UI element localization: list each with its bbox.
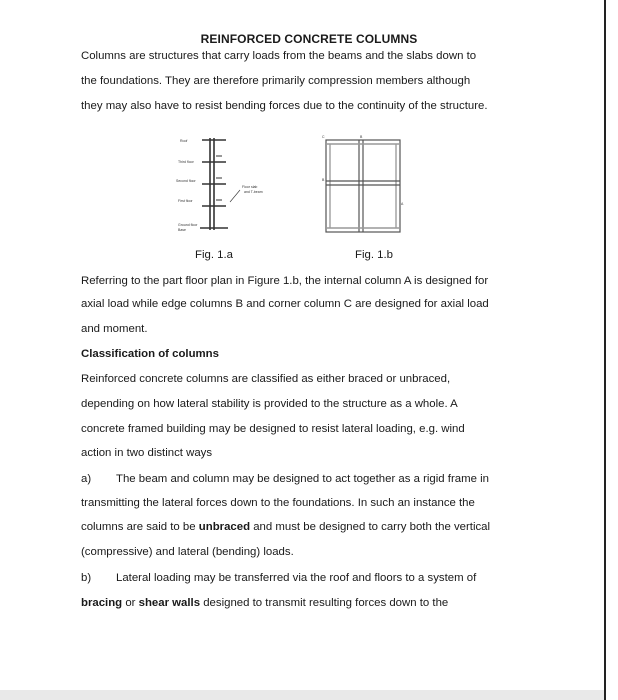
item-a-l3-pre: columns are said to be xyxy=(81,521,199,533)
intro-line-2: the foundations. They are therefore primarily compression members although xyxy=(81,75,471,87)
intro-line-1: Columns are structures that carry loads from the beams and the slabs down to xyxy=(81,50,477,62)
label-base: Base xyxy=(178,228,186,232)
para2-line-3: concrete framed building may be designed to resist lateral loading, e.g. wind xyxy=(81,423,465,435)
label-second-floor: Second floor xyxy=(176,179,196,183)
item-b-l2-mid: or xyxy=(122,597,139,609)
label-roof: Roof xyxy=(180,139,188,143)
para1-line-1: Referring to the part floor plan in Figure 1.b, the internal column A is designed for xyxy=(81,275,489,287)
term-shear-walls: shear walls xyxy=(138,597,201,609)
label-column-c: C xyxy=(322,135,325,139)
term-unbraced: unbraced xyxy=(198,521,251,533)
bottom-edge-frame xyxy=(0,690,604,700)
para2-line-4: action in two distinct ways xyxy=(81,447,213,459)
term-bracing: bracing xyxy=(81,597,123,609)
item-b-line-2 xyxy=(81,597,448,609)
item-a-line-2: transmitting the lateral forces down to the foundations. In such an instance the xyxy=(81,497,475,509)
label-column-b: B xyxy=(360,135,363,139)
item-a-line-3 xyxy=(81,521,490,533)
figure-1a-elevation xyxy=(200,138,240,230)
label-ground-floor: Ground floor xyxy=(178,223,198,227)
item-a-line-1 xyxy=(81,473,489,485)
label-column-b-side: B xyxy=(322,178,325,182)
right-edge-frame xyxy=(604,0,618,700)
intro-line-3: they may also have to resist bending forces due to the continuity of the structure. xyxy=(81,100,488,112)
section-heading: Classification of columns xyxy=(81,348,219,360)
item-b-l2-post: designed to transmit resulting forces down to the xyxy=(200,597,449,609)
item-a-l3-post: and must be designed to carry both the vertical xyxy=(250,521,491,533)
label-first-floor: First floor xyxy=(178,199,193,203)
item-a-marker: a) xyxy=(81,473,92,485)
item-b-text-1: Lateral loading may be transferred via the roof and floors to a system of xyxy=(116,572,477,584)
caption-fig-1a: Fig. 1.a xyxy=(195,249,233,261)
label-third-floor: Third floor xyxy=(178,160,194,164)
para1-line-2: axial load while edge columns B and corner column C are designed for axial load xyxy=(81,298,489,310)
label-column-a: A xyxy=(401,202,404,206)
item-b-marker: b) xyxy=(81,572,92,584)
para2-line-1: Reinforced concrete columns are classified as either braced or unbraced, xyxy=(81,373,451,385)
item-b-line-1 xyxy=(81,572,476,584)
figures xyxy=(170,130,410,240)
para1-line-3: and moment. xyxy=(81,323,148,335)
page-title: REINFORCED CONCRETE COLUMNS xyxy=(200,32,418,46)
label-t-beam: and T-beam xyxy=(244,190,263,194)
item-a-line-4: (compressive) and lateral (bending) loads. xyxy=(81,546,294,558)
figure-1b-floor-plan xyxy=(326,140,400,232)
para2-line-2: depending on how lateral stability is provided to the structure as a whole. A xyxy=(81,398,458,410)
caption-fig-1b: Fig. 1.b xyxy=(355,249,393,261)
item-a-text-1: The beam and column may be designed to act together as a rigid frame in xyxy=(116,473,489,485)
label-floor-slab: Floor slab xyxy=(242,185,258,189)
